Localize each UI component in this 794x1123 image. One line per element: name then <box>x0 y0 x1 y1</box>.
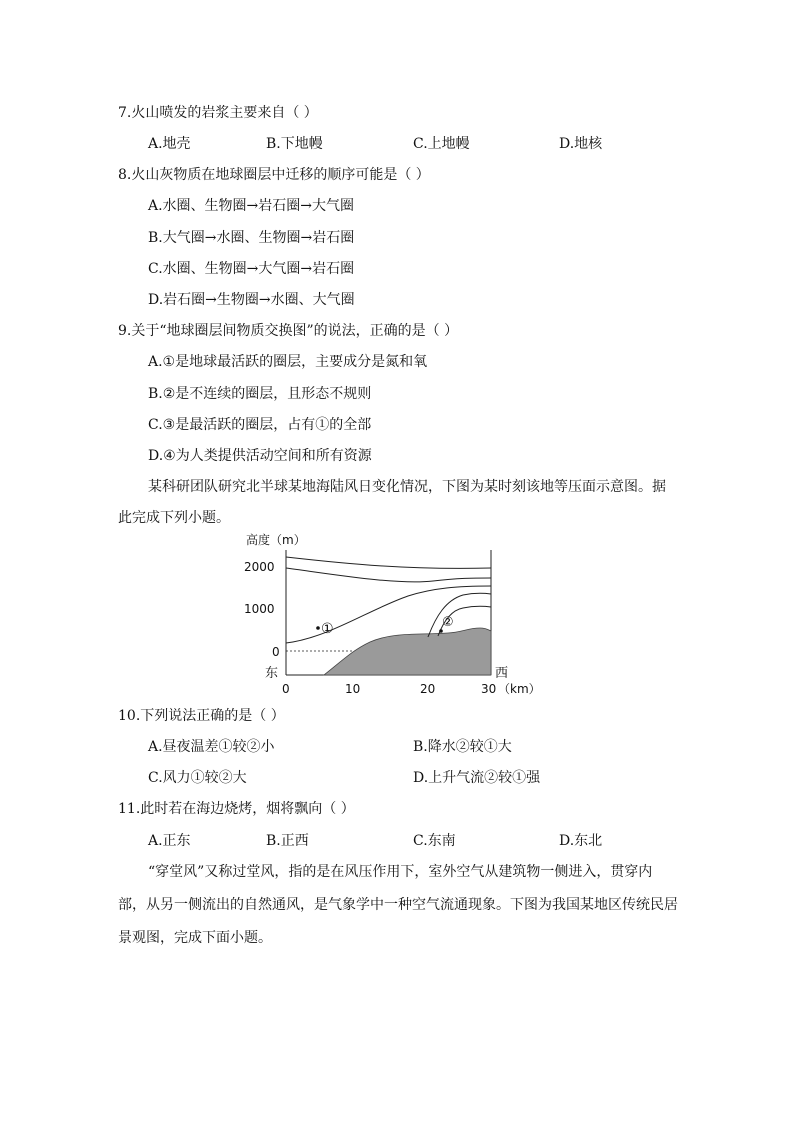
x-unit-label: （km） <box>498 682 541 696</box>
east-label: 东 <box>265 666 279 681</box>
x-tick-30: 30 <box>481 682 497 696</box>
point-2-label: ② <box>442 615 454 630</box>
q8-option-c: C.水圈、生物圈→大气圈→岩石圈 <box>148 261 355 277</box>
isobar-line-2 <box>286 568 491 582</box>
q9-option-d: D.④为人类提供活动空间和所有资源 <box>148 448 372 464</box>
q11-option-d: D.东北 <box>559 833 603 849</box>
q11-option-b: B.正西 <box>266 833 309 849</box>
isobaric-surface-diagram <box>244 530 541 702</box>
y-axis-label: 高度（m） <box>246 533 306 547</box>
q8-option-d: D.岩石圈→生物圈→水圈、大气圈 <box>148 292 355 308</box>
west-label: 西 <box>495 666 509 681</box>
q7-option-c: C.上地幔 <box>413 136 470 152</box>
q7-option-b: B.下地幔 <box>266 136 323 152</box>
question-10-stem: 10.下列说法正确的是（ ） <box>118 708 285 724</box>
q10-option-c: C.风力①较②大 <box>148 770 247 786</box>
question-11-stem: 11.此时若在海边烧烤，烟将飘向（ ） <box>118 801 355 817</box>
q7-option-a: A.地壳 <box>148 136 191 152</box>
q8-option-a: A.水圈、生物圈→岩石圈→大气圈 <box>148 198 355 214</box>
q11-option-a: A.正东 <box>148 833 191 849</box>
question-8-stem: 8.火山灰物质在地球圈层中迁移的顺序可能是（ ） <box>118 167 430 183</box>
y-tick-0: 0 <box>272 645 280 659</box>
passage-sea-land-breeze: 某科研团队研究北半球某地海陆风日变化情况，下图为某时刻该地等压面示意图。据此完成下列小题。 <box>118 479 666 526</box>
x-tick-10: 10 <box>345 682 361 696</box>
q10-option-d: D.上升气流②较①强 <box>413 770 541 786</box>
y-tick-1000: 1000 <box>244 602 275 616</box>
question-9-stem: 9.关于“地球圈层间物质交换图”的说法，正确的是（ ） <box>118 323 459 339</box>
q9-option-a: A.①是地球最活跃的圈层，主要成分是氮和氧 <box>148 354 428 370</box>
point-1-dot <box>316 626 320 630</box>
land-hill <box>324 628 491 675</box>
x-tick-20: 20 <box>420 682 436 696</box>
q11-option-c: C.东南 <box>413 833 456 849</box>
q7-option-d: D.地核 <box>559 136 603 152</box>
q8-option-b: B.大气圈→水圈、生物圈→岩石圈 <box>148 230 355 246</box>
isobar-line-1 <box>286 557 491 568</box>
q10-option-a: A.昼夜温差①较②小 <box>148 739 275 755</box>
q9-option-b: B.②是不连续的圈层，且形态不规则 <box>148 386 372 402</box>
passage-cross-ventilation: “穿堂风”又称过堂风，指的是在风压作用下，室外空气从建筑物一侧进入，贯穿内部，从另一侧流出的自然通风，是气象学中一种空气流通现象。下图为我国某地区传统民居景观图，完成下面小题。 <box>118 864 678 946</box>
x-tick-0: 0 <box>282 682 290 696</box>
point-1-label: ① <box>321 621 334 637</box>
q10-option-b: B.降水②较①大 <box>413 739 512 755</box>
q9-option-c: C.③是最活跃的圈层，占有①的全部 <box>148 417 372 433</box>
y-tick-2000: 2000 <box>244 560 275 574</box>
question-7-stem: 7.火山喷发的岩浆主要来自（ ） <box>118 105 318 121</box>
